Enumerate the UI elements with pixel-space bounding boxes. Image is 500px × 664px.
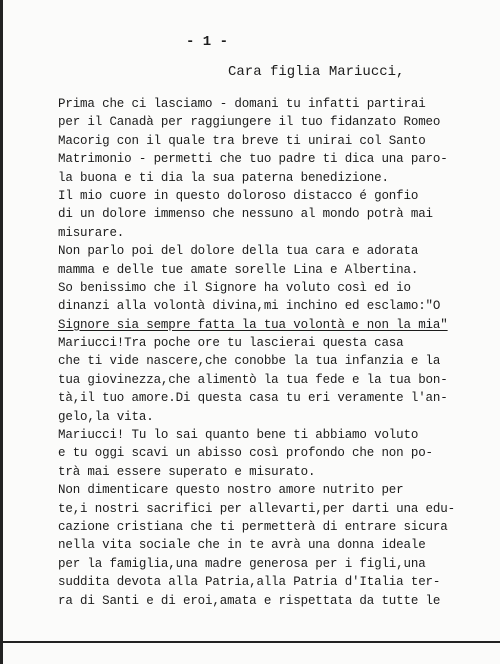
text-line: tà,il tuo amore.Di questa casa tu eri veramente l'an-	[58, 391, 448, 406]
text-line: Non parlo poi del dolore della tua cara e adorata	[58, 244, 419, 259]
text-line: Prima che ci lasciamo - domani tu infatti partirai	[58, 97, 426, 111]
text-line: cazione cristiana che ti permetterà di entrare sicura	[58, 519, 448, 534]
text-line: per il Canadà per raggiungere il tuo fidanzato Romeo	[58, 115, 441, 130]
text-line: Matrimonio - permetti che tuo padre ti dica una paro-	[58, 152, 448, 167]
text-line: e tu oggi scavi un abisso così profondo che non po-	[58, 446, 433, 461]
page-left-edge	[0, 0, 3, 664]
text-line: gelo,la vita.	[58, 409, 154, 424]
text-line: Mariucci! Tu lo sai quanto bene ti abbiamo voluto	[58, 428, 419, 443]
letter-body	[58, 95, 470, 610]
text-line: Mariucci!Tra poche ore tu lascierai questa casa	[58, 336, 404, 351]
text-line: misurare.	[58, 225, 125, 240]
text-line-underlined: Signore sia sempre fatta la tua volontà e non la mia"	[58, 317, 448, 332]
text-line: tua giovinezza,che alimentò la tua fede e la tua bon-	[58, 372, 448, 387]
text-line: te,i nostri sacrifici per allevarti,per darti una edu-	[58, 501, 455, 516]
text-line: Macorig con il quale tra breve ti unirai col Santo	[58, 133, 426, 148]
text-line: nella vita sociale che in te avrà una donna ideale	[58, 538, 426, 553]
text-line: suddita devota alla Patria,alla Patria d'Italia ter-	[58, 575, 441, 590]
text-line: per la famiglia,una madre generosa per i figli,una	[58, 556, 426, 571]
page-bottom-edge	[0, 641, 500, 643]
text-line: dinanzi alla volontà divina,mi inchino ed esclamo:"O	[58, 299, 441, 314]
text-line: che ti vide nascere,che conobbe la tua infanzia e la	[58, 354, 441, 369]
text-line: la buona e ti dia la sua paterna benedizione.	[58, 170, 389, 185]
text-line: mamma e delle tue amate sorelle Lina e Albertina.	[58, 262, 419, 277]
salutation: Cara figlia Mariucci,	[228, 64, 405, 80]
text-line: So benissimo che il Signore ha voluto così ed io	[58, 280, 411, 295]
text-line: Il mio cuore in questo doloroso distacco é gonfio	[58, 188, 419, 203]
text-line: ra di Santi e di eroi,amata e rispettata da tutte le	[58, 593, 441, 608]
text-line: trà mai essere superato e misurato.	[58, 464, 316, 479]
text-line: di un dolore immenso che nessuno al mondo potrà mai	[58, 207, 433, 222]
page-number: - 1 -	[186, 34, 229, 50]
text-line: Non dimenticare questo nostro amore nutrito per	[58, 483, 404, 498]
